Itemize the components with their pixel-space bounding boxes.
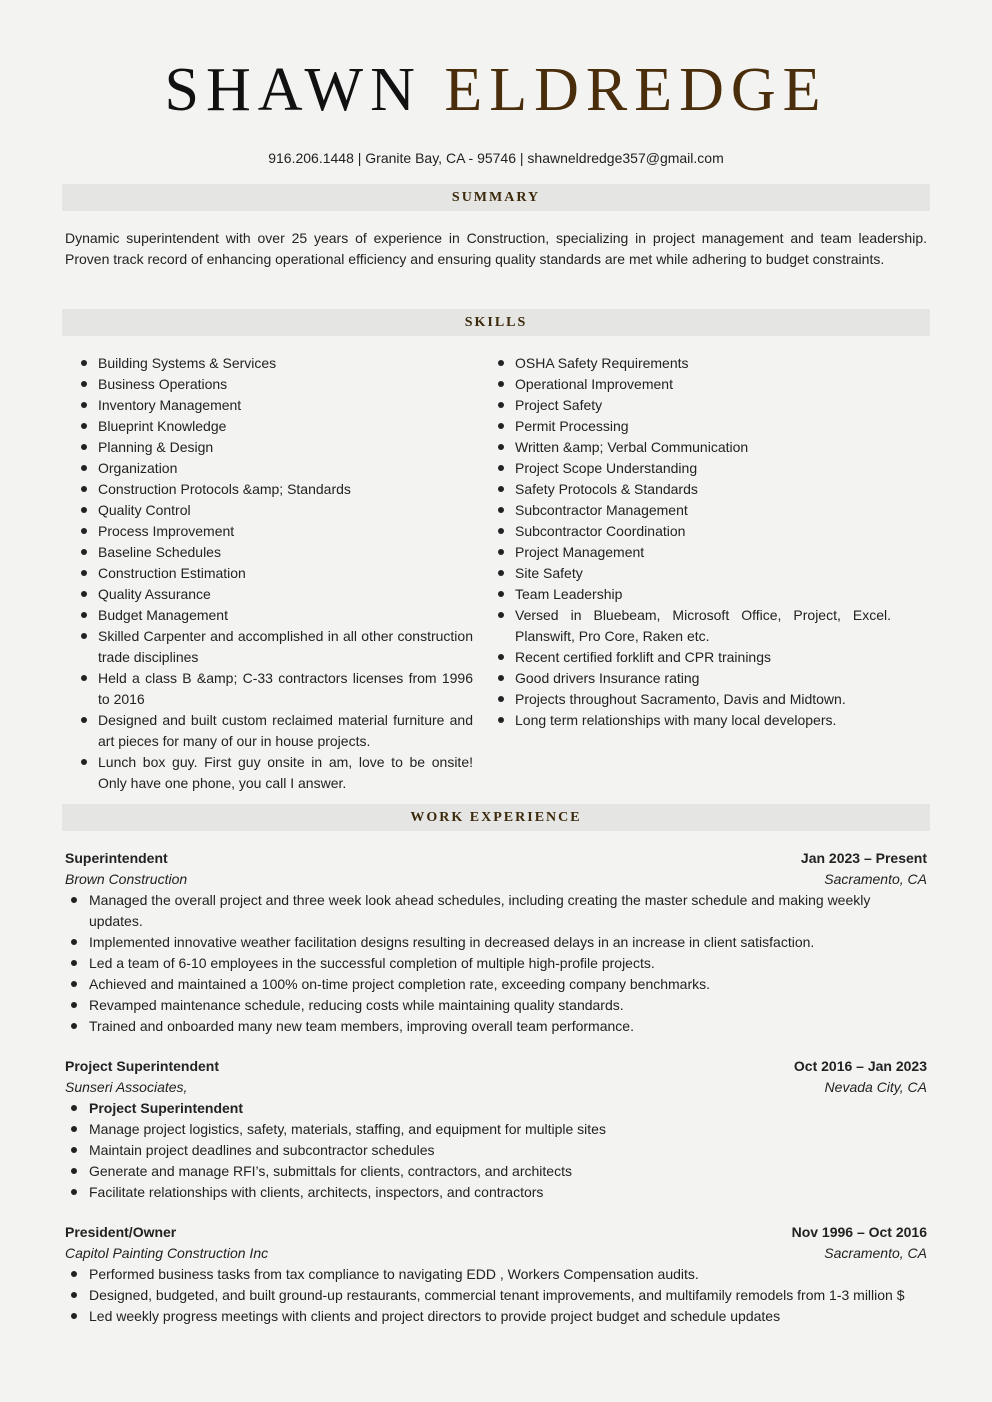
skill-item: Project Management: [515, 542, 891, 563]
skill-item: Business Operations: [98, 374, 473, 395]
job-bullets: [65, 1264, 927, 1327]
skill-item: Lunch box guy. First guy onsite in am, love to be onsite! Only have one phone, you call I answer.: [98, 752, 473, 794]
skill-item: Skilled Carpenter and accomplished in all other construction trade disciplines: [98, 626, 473, 668]
skills-list-left: [98, 353, 473, 794]
job-subheader: [65, 1243, 927, 1264]
skill-item: OSHA Safety Requirements: [515, 353, 891, 374]
skill-item: Organization: [98, 458, 473, 479]
skill-item: Subcontractor Coordination: [515, 521, 891, 542]
job-title: Superintendent: [65, 850, 168, 866]
job-dates: Oct 2016 – Jan 2023: [793, 1058, 927, 1074]
first-name: SHAWN: [164, 56, 422, 124]
skill-item: Written &amp; Verbal Communication: [515, 437, 891, 458]
section-header-summary: SUMMARY: [62, 184, 930, 211]
job-location: Sacramento, CA: [824, 871, 927, 887]
skills-list-right: [515, 353, 891, 731]
skill-item: Quality Control: [98, 500, 473, 521]
job-entry: [65, 848, 927, 1037]
skill-item: Building Systems & Services: [98, 353, 473, 374]
job-title: Project Superintendent: [65, 1058, 220, 1074]
job-location: Sacramento, CA: [824, 1245, 927, 1261]
skill-item: Budget Management: [98, 605, 473, 626]
skill-item: Blueprint Knowledge: [98, 416, 473, 437]
company-name: Sunseri Associates,: [65, 1079, 188, 1095]
skill-item: Construction Estimation: [98, 563, 473, 584]
skill-item: Long term relationships with many local developers.: [515, 710, 891, 731]
skill-item: Subcontractor Management: [515, 500, 891, 521]
job-bullet: Led weekly progress meetings with clients and project directors to provide project budget and schedule updates: [65, 1306, 927, 1327]
job-entry: [65, 1222, 927, 1327]
job-title: President/Owner: [65, 1224, 177, 1240]
summary-text: Dynamic superintendent with over 25 years of experience in Construction, specializing in project management and team leadership. Proven track record of enhancing operational efficiency and ensuring quality standards are met while adhering to budget constraints.: [65, 230, 927, 267]
job-dates: Nov 1996 – Oct 2016: [791, 1224, 927, 1240]
skill-item: Inventory Management: [98, 395, 473, 416]
job-header: [65, 848, 927, 869]
skill-item: Recent certified forklift and CPR trainings: [515, 647, 891, 668]
company-name: Capitol Painting Construction Inc: [65, 1245, 269, 1261]
last-name: ELDREDGE: [444, 56, 828, 124]
section-header-work-experience: WORK EXPERIENCE: [62, 804, 930, 831]
contact-line: 916.206.1448 | Granite Bay, CA - 95746 | shawneldredge357@gmail.com: [268, 150, 724, 166]
skill-item: Safety Protocols & Standards: [515, 479, 891, 500]
skill-item: Good drivers Insurance rating: [515, 668, 891, 689]
company-name: Brown Construction: [65, 871, 188, 887]
skill-item: Projects throughout Sacramento, Davis and Midtown.: [515, 689, 891, 710]
job-bullet: Project Superintendent: [65, 1098, 927, 1119]
job-subheader: [65, 869, 927, 890]
job-header: [65, 1222, 927, 1243]
skill-item: Site Safety: [515, 563, 891, 584]
skill-item: Held a class B &amp; C-33 contractors licenses from 1996 to 2016: [98, 668, 473, 710]
candidate-name: [0, 52, 992, 128]
job-location: Nevada City, CA: [824, 1079, 927, 1095]
skill-item: Baseline Schedules: [98, 542, 473, 563]
skill-item: Project Safety: [515, 395, 891, 416]
job-bullet: Achieved and maintained a 100% on-time project completion rate, exceeding company benchmarks.: [65, 974, 927, 995]
skill-item: Construction Protocols &amp; Standards: [98, 479, 473, 500]
job-bullet: Implemented innovative weather facilitation designs resulting in decreased delays in an increase in client satisfaction.: [65, 932, 927, 953]
job-bullet: Facilitate relationships with clients, architects, inspectors, and contractors: [65, 1182, 927, 1203]
job-bullet: Led a team of 6-10 employees in the successful completion of multiple high-profile projects.: [65, 953, 927, 974]
job-bullet: Performed business tasks from tax compliance to navigating EDD , Workers Compensation audits.: [65, 1264, 927, 1285]
job-header: [65, 1056, 927, 1077]
section-header-skills: SKILLS: [62, 309, 930, 336]
skill-item: Permit Processing: [515, 416, 891, 437]
skill-item: Process Improvement: [98, 521, 473, 542]
skill-item: Project Scope Understanding: [515, 458, 891, 479]
job-subheader: [65, 1077, 927, 1098]
skill-item: Quality Assurance: [98, 584, 473, 605]
job-bullet: Designed, budgeted, and built ground-up restaurants, commercial tenant improvements, and multifamily remodels from 1-3 million $: [65, 1285, 927, 1306]
skill-item: Planning & Design: [98, 437, 473, 458]
job-bullet: Revamped maintenance schedule, reducing costs while maintaining quality standards.: [65, 995, 927, 1016]
job-bullet: Managed the overall project and three week look ahead schedules, including creating the master schedule and making weekly updates.: [65, 890, 927, 932]
job-bullet: Generate and manage RFI’s, submittals for clients, contractors, and architects: [65, 1161, 927, 1182]
skill-item: Designed and built custom reclaimed material furniture and art pieces for many of our in house projects.: [98, 710, 473, 752]
job-dates: Jan 2023 – Present: [800, 850, 927, 866]
job-bullets: [65, 1098, 927, 1203]
job-bullet: Trained and onboarded many new team members, improving overall team performance.: [65, 1016, 927, 1037]
skill-item: Team Leadership: [515, 584, 891, 605]
skill-item: Operational Improvement: [515, 374, 891, 395]
job-entry: [65, 1056, 927, 1203]
job-bullet: Manage project logistics, safety, materials, staffing, and equipment for multiple sites: [65, 1119, 927, 1140]
job-bullets: [65, 890, 927, 1037]
skill-item: Versed in Bluebeam, Microsoft Office, Project, Excel. Planswift, Pro Core, Raken etc.: [515, 605, 891, 647]
job-bullet: Maintain project deadlines and subcontractor schedules: [65, 1140, 927, 1161]
